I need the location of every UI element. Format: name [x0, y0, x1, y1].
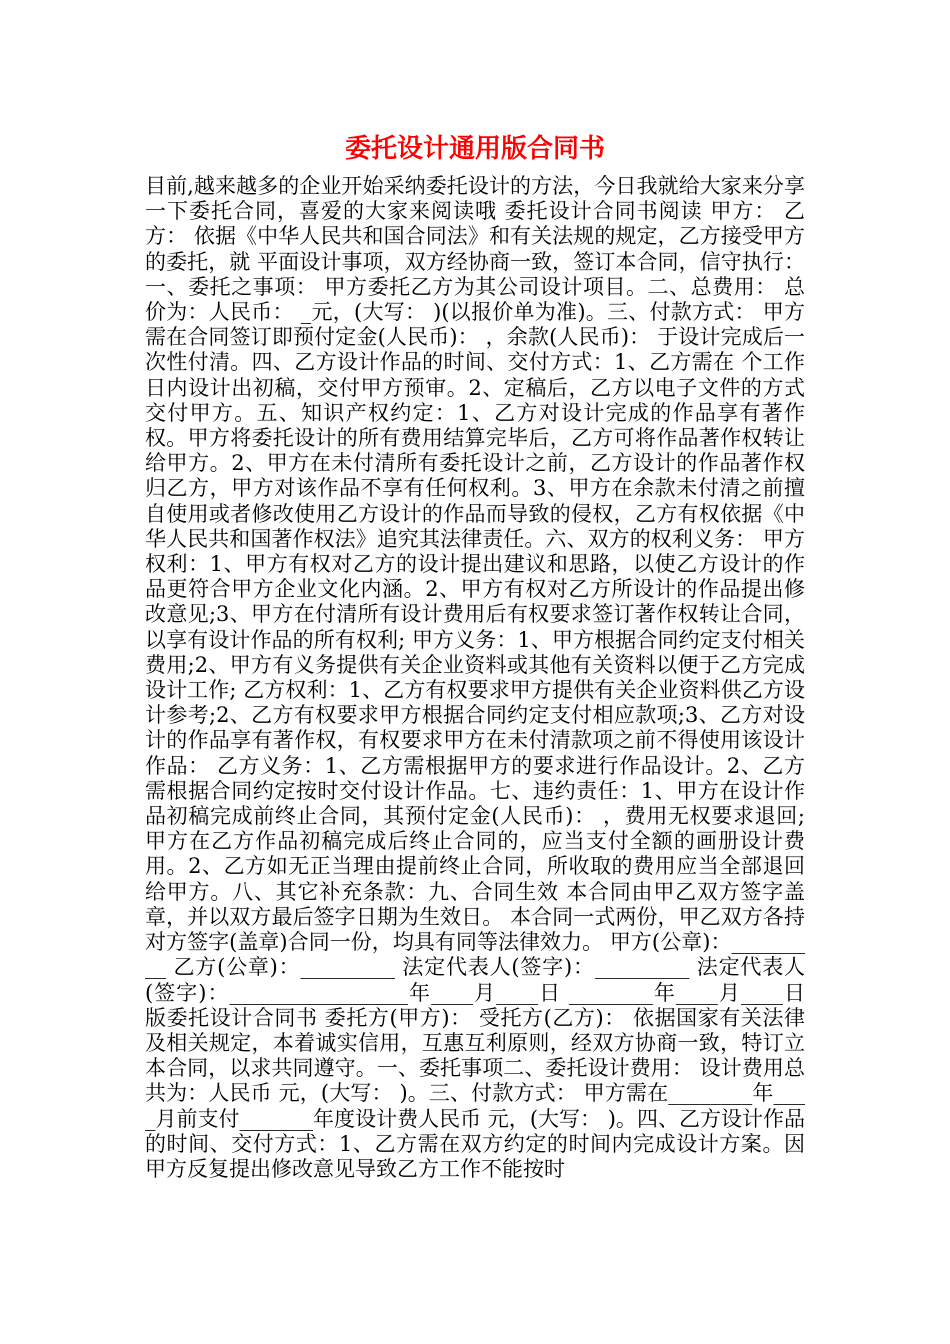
document-title: 委托设计通用版合同书 — [344, 134, 605, 164]
document-body: 目前,越来越多的企业开始采纳委托设计的方法，今日我就给大家来分享一下委托合同，喜爱的大家来阅读哦 委托设计合同书阅读 甲方： 乙方： 依据《中华人民共和国合同法》和有关法规的规定，乙方接受甲方的委托，就 平面设计事项，双方经协商一致，签订本合同，信守执行：一、委托之事项： 甲方委托乙方为其公司设计项目。二、总费用： 总价为：人民币： _元，(大写： )(以报价单为准)。三、付款方式： 甲方需在合同签订即预付定金(人民币)： ，余款(人民币)： 于设计完成后一次性付清。四、乙方设计作品的时间、交付方式：1、乙方需在 个工作日内设计出初稿，交付甲方预审。2、定稿后，乙方以电子文件的方式交付甲方。五、知识产权约定：1、乙方对设计完成的作品享有著作权。甲方将委托设计的所有费用结算完毕后，乙方可将作品著作权转让给甲方。2、甲方在未付清所有委托设计之前，乙方设计的作品著作权归乙方，甲方对该作品不享有任何权利。3、甲方在余款未付清之前擅自使用或者修改使用乙方设计的作品而导致的侵权，乙方有权依据《中华人民共和国著作权法》追究其法律责任。六、双方的权利义务： 甲方权利：1、甲方有权对乙方的设计提出建议和思路，以使乙方设计的作品更符合甲方企业文化内涵。2、甲方有权对乙方所设计的作品提出修改意见;3、甲方在付清所有设计费用后有权要求签订著作权转让合同，以享有设计作品的所有权利; 甲方义务：1、甲方根据合同约定支付相关费用;2、甲方有义务提供有关企业资料或其他有关资料以便于乙方完成设计工作; 乙方权利：1、乙方有权要求甲方提供有关企业资料供乙方设计参考;2、乙方有权要求甲方根据合同约定支付相应款项;3、乙方对设计的作品享有著作权，有权要求甲方在未付清款项之前不得使用该设计作品： 乙方义务：1、乙方需根据甲方的要求进行作品设计。2、乙方需根据合同约定按时交付设计作品。七、违约责任：1、甲方在设计作品初稿完成前终止合同，其预付定金(人民币)： ，费用无权要求退回;甲方在乙方作品初稿完成后终止合同的，应当支付全额的画册设计费用。2、乙方如无正当理由提前终止合同，所收取的费用应当全部退回给甲方。八、其它补充条款：九、合同生效 本合同由甲乙双方签字盖章，并以双方最后签字日期为生效日。 本合同一式两份，甲乙双方各持对方签字(盖章)合同一份，均具有同等法律效力。 甲方(公章)：_________ 乙方(公章)：_________ 法定代表人(签字)：_________ 法定代表人(签字)：_________________年____月____日 ________年____月____日 版委托设计合同书 委托方(甲方)： 受托方(乙方)： 依据国家有关法律及相关规定，本着诚实信用，互惠互利原则，经双方协商一致，特订立本合同，以求共同遵守。一、委托事项二、委托设计费用： 设计费用总共为：人民币 元，(大写： )。三、付款方式： 甲方需在________年____月前支付_______年度设计费人民币 元，(大写： )。四、乙方设计作品的时间、交付方式：1、乙方需在双方约定的时间内完成设计方案。因甲方反复提出修改意见导致乙方工作不能按时 — [145, 174, 805, 1181]
